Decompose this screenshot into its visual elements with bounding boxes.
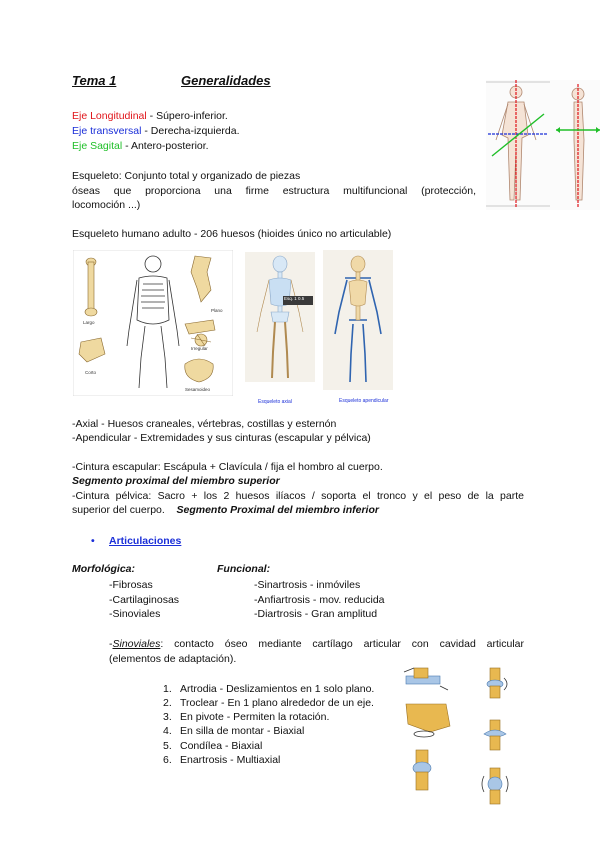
func-item: -Anfiartrosis - mov. reducida <box>254 593 385 606</box>
axis-longitudinal: Eje Longitudinal - Súpero-inferior. <box>72 110 228 122</box>
saddle-joint-icon <box>484 720 506 750</box>
axis-transversal: Eje transversal - Derecha-izquierda. <box>72 125 240 137</box>
label-largo: Largo <box>83 320 95 325</box>
joint-types-figure <box>400 664 530 810</box>
tema-label: Tema 1 <box>72 73 117 88</box>
cintura-pelvica-line1: -Cintura pélvica: Sacro + los 2 huesos ilíacos / soporta el tronco y el peso de la parte <box>72 490 524 502</box>
tipo-item: 6. Enartrosis - Multiaxial <box>163 754 281 766</box>
hinge-joint-icon <box>487 668 507 698</box>
caption-axial: Esqueleto axial <box>258 399 292 405</box>
division-apendicular: -Apendicular - Extremidades y sus cinturas (escapular y pélvica) <box>72 432 371 444</box>
tipo-item: 1. Artrodia - Deslizamientos en 1 solo plano. <box>163 683 375 695</box>
funcional-title: Funcional: <box>217 563 271 575</box>
cintura-escapular-segmento: Segmento proximal del miembro superior <box>72 475 280 487</box>
appendicular-skeleton-figure <box>323 250 393 390</box>
plane-joint-icon <box>404 668 448 690</box>
tipo-item: 5. Condílea - Biaxial <box>163 740 263 752</box>
morfologica-list <box>109 578 179 622</box>
axis-sagital: Eje Sagital - Antero-posterior. <box>72 140 209 152</box>
morf-item: -Sinoviales <box>109 608 161 620</box>
ball-socket-joint-icon <box>482 768 508 804</box>
func-item: -Diartrosis - Gran amplitud <box>254 608 378 620</box>
esqueleto-def-line1: Esqueleto: Conjunto total y organizado de piezas <box>72 170 301 182</box>
esqueleto-adulto: Esqueleto humano adulto - 206 huesos (hioides único no articulable) <box>72 228 392 240</box>
morfologica-title: Morfológica: <box>72 563 135 575</box>
cintura-pelvica-line2: superior del cuerpo. Segmento Proximal del miembro inferior <box>72 504 379 516</box>
tooltip-label: Esq. 1 0.5 <box>284 296 305 301</box>
label-plano: Plano <box>211 308 223 313</box>
division-axial: -Axial - Huesos craneales, vértebras, costillas y esternón <box>72 418 337 430</box>
page-title: Generalidades <box>181 73 271 88</box>
condylar-joint-icon <box>413 750 431 790</box>
func-item: -Sinartrosis - inmóviles <box>254 579 361 591</box>
body-axes-figure <box>486 80 600 210</box>
label-corto: Corto <box>85 370 97 375</box>
morf-item: -Fibrosas <box>109 579 153 591</box>
esqueleto-def-line3: locomoción ...) <box>72 199 141 211</box>
label-sesamoideo: Sesamoideo <box>185 387 211 392</box>
label-irregular: Irregular <box>191 346 208 351</box>
tipo-item: 2. Troclear - En 1 plano alrededor de un eje. <box>163 697 374 709</box>
articulaciones-heading[interactable]: • Articulaciones <box>91 535 182 547</box>
tipo-item: 4. En silla de montar - Biaxial <box>163 725 305 737</box>
sinoviales-line2: (elementos de adaptación). <box>109 653 237 665</box>
bone-types-figure <box>73 250 233 396</box>
tipo-item: 3. En pivote - Permiten la rotación. <box>163 711 330 723</box>
pivot-joint-icon <box>406 704 450 737</box>
caption-apendicular: Esqueleto apendicular <box>339 398 389 404</box>
axial-skeleton-figure <box>245 252 315 382</box>
sinoviales-line1: -Sinoviales: contacto óseo mediante cartílago articular con cavidad articular <box>109 638 524 650</box>
funcional-list <box>254 578 385 622</box>
morf-item: -Cartilaginosas <box>109 593 180 606</box>
esqueleto-def-line2: óseas que proporciona una firme estructura multifuncional (protección, <box>72 185 476 197</box>
cintura-escapular: -Cintura escapular: Escápula + Clavícula / fija el hombro al cuerpo. <box>72 461 383 473</box>
